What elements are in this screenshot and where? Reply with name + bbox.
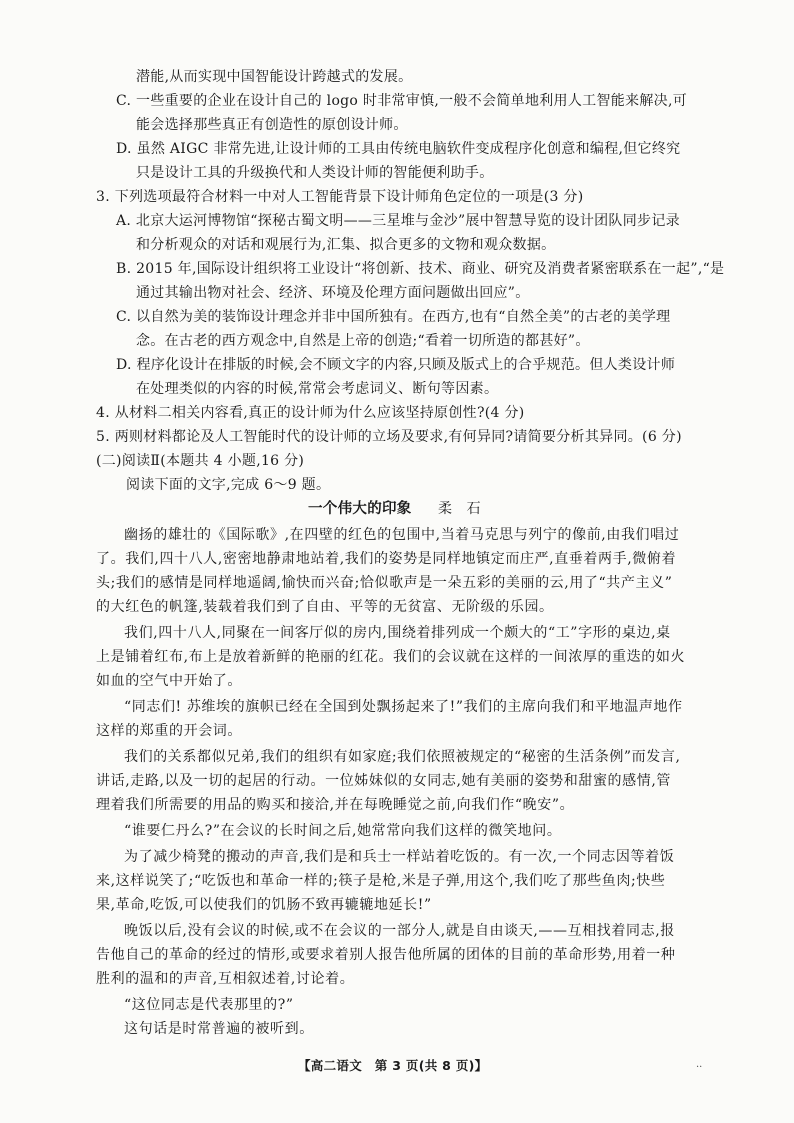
article-line: 晚饭以后,没有会议的时候,或不在会议的一部分人,就是自由谈天,——互相找着同志,报 [124, 923, 675, 939]
q3-option-a-line-2: 和分析观众的对话和观展行为,汇集、拟合更多的文物和观众数据。 [136, 237, 556, 253]
article-line: 胜利的温和的声音,互相叙述着,讨论着。 [96, 971, 355, 987]
article-line: 我们的关系都似兄弟,我们的组织有如家庭;我们依照被规定的“秘密的生活条例”而发言, [124, 749, 681, 765]
article-line: 幽扬的雄壮的《国际歌》,在四壁的红色的包围中,当着马克思与列宁的像前,由我们唱过 [124, 527, 680, 543]
option-c-line-1: C. 一些重要的企业在设计自己的 logo 时非常审慎,一般不会简单地利用人工智能来解决,可 [116, 93, 688, 109]
article-line: 了。我们,四十八人,密密地静肃地站着,我们的姿势是同样地镇定而庄严,直垂着两手,微俯着 [96, 551, 677, 567]
q3-option-c-line-1: C. 以自然为美的装饰设计理念并非中国所独有。在西方,也有“自然全美”的古老的美学理 [116, 309, 671, 325]
article-line: “这位同志是代表那里的?” [124, 997, 294, 1013]
article-line: 头;我们的感情是同样地遥阔,愉快而兴奋;恰似歌声是一朵五彩的美丽的云,用了“共产主义” [96, 575, 673, 591]
article-line: 果,革命,吃饭,可以使我们的饥肠不致再辘辘地延长!” [96, 897, 432, 913]
corner-mark: ·· [696, 1062, 703, 1073]
question-4: 4. 从材料二相关内容看,真正的设计师为什么应该坚持原创性?(4 分) [96, 405, 525, 421]
article-line: 这句话是时常普遍的被听到。 [124, 1021, 314, 1037]
q3-option-a-line-1: A. 北京大运河博物馆“探秘古蜀文明——三星堆与金沙”展中智慧导览的设计团队同步记录 [116, 213, 680, 229]
option-d-line-2: 只是设计工具的升级换代和人类设计师的智能便利助手。 [136, 165, 494, 181]
q3-option-c-line-2: 念。在古老的西方观念中,自然是上帝的创造;“看着一切所造的都甚好”。 [136, 333, 590, 349]
article-line: 来,这样说笑了;“吃饭也和革命一样的;筷子是枪,米是子弹,用这个,我们吃了那些鱼肉;快些 [96, 873, 666, 889]
question-3-stem: 3. 下列选项最符合材料一中对人工智能背景下设计师角色定位的一项是(3 分) [96, 189, 584, 205]
option-c-line-2: 能会选择那些真正有创造性的原创设计师。 [136, 117, 408, 133]
option-d-line-1: D. 虽然 AIGC 非常先进,让设计师的工具由传统电脑软件变成程序化创意和编程,但它终究 [116, 141, 681, 157]
article-line: 理着我们所需要的用品的购买和接洽,并在每晚睡觉之前,向我们作“晚安”。 [96, 797, 575, 813]
article-line: 为了减少椅凳的搬动的声音,我们是和兵士一样站着吃饭的。有一次,一个同志因等着饭 [124, 849, 675, 865]
article-line: 上是铺着红布,布上是放着新鲜的艳丽的红花。我们的会议就在这样的一间浓厚的重迭的如火 [96, 649, 686, 665]
article-author: 柔 石 [438, 501, 481, 517]
page-footer: 【高二语文 第 3 页(共 8 页)】 [298, 1058, 488, 1073]
article-line: 这样的郑重的开会词。 [96, 723, 242, 739]
article-line: 讲话,走路,以及一切的起居的行动。一位姊妹似的女同志,她有美丽的姿势和甜蜜的感情,管 [96, 773, 671, 789]
q3-option-b-line-1: B. 2015 年,国际设计组织将工业设计“将创新、技术、商业、研究及消费者紧密联系在一起”,“是 [116, 261, 725, 277]
q3-option-d-line-2: 在处理类似的内容的时候,常常会考虑词义、断句等因素。 [136, 381, 499, 397]
section-heading: (二)阅读Ⅱ(本题共 4 小题,16 分) [96, 453, 305, 469]
section-instruction: 阅读下面的文字,完成 6～9 题。 [126, 477, 331, 493]
q3-option-d-line-1: D. 程序化设计在排版的时候,会不顾文字的内容,只顾及版式上的合乎规范。但人类设计师 [116, 357, 676, 373]
article-line: 我们,四十八人,同聚在一间客厅似的房内,围绕着排列成一个颇大的“工”字形的桌边,桌 [124, 625, 671, 641]
q3-option-b-line-2: 通过其输出物对社会、经济、环境及伦理方面问题做出回应”。 [136, 285, 530, 301]
article-line: 如血的空气中开始了。 [96, 673, 242, 689]
article-title: 一个伟大的印象 [308, 501, 412, 517]
article-line: 的大红色的帆篷,装载着我们到了自由、平等的无贫富、无阶级的乐园。 [96, 599, 554, 615]
article-line: “谁要仁丹么?”在会议的长时间之后,她常常向我们这样的微笑地问。 [124, 823, 562, 839]
article-line: 告他自己的革命的经过的情形,或要求着别人报告他所属的团体的目前的革命形势,用着一种 [96, 947, 676, 963]
option-b-continuation: 潜能,从而实现中国智能设计跨越式的发展。 [136, 69, 413, 85]
question-5: 5. 两则材料都论及人工智能时代的设计师的立场及要求,有何异同?请简要分析其异同。(6 分) [96, 429, 682, 445]
article-line: “同志们! 苏维埃的旗帜已经在全国到处飘扬起来了!”我们的主席向我们和平地温声地作 [124, 699, 683, 715]
